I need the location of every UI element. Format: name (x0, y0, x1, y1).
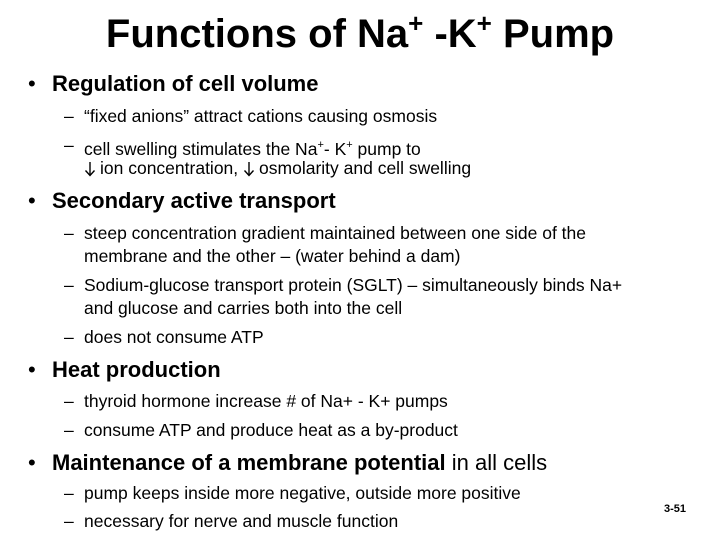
slide-number: 3-51 (664, 503, 687, 515)
sub-bullet-concentration-gradient: – steep concentration gradient maintained between one side of the (64, 223, 587, 243)
sub-bullet-sglt-cont: and glucose and carries both into the cell (84, 298, 403, 318)
slide-title: Functions of Na+ -K+ Pump (105, 8, 615, 56)
bullet-heading-membrane-potential: • Maintenance of a membrane potential in all cells (28, 450, 548, 475)
bullet-heading-heat-production: • Heat production (28, 357, 221, 382)
sub-bullet-concentration-gradient-cont: membrane and the other – (water behind a dam) (84, 246, 461, 266)
down-arrow-icon (243, 161, 255, 177)
sub-bullet-fixed-anions: – “fixed anions” attract cations causing osmosis (64, 106, 438, 126)
sub-bullet-cell-swelling: – cell swelling stimulates the Na+- K+ pump to (64, 135, 421, 159)
sub-bullet-cell-swelling-cont: ion concentration, osmolarity and cell swelling (84, 157, 471, 179)
bullet-heading-secondary-transport: • Secondary active transport (28, 188, 336, 213)
sub-bullet-thyroid: – thyroid hormone increase # of Na+ - K+ pumps (64, 391, 448, 411)
sub-bullet-nerve-muscle: – necessary for nerve and muscle function (64, 511, 399, 531)
sub-bullet-consume-atp: – consume ATP and produce heat as a by-product (64, 420, 458, 440)
sub-bullet-sglt: – Sodium-glucose transport protein (SGLT) – simultaneously binds Na+ (64, 275, 623, 295)
bullet-heading-regulation: • Regulation of cell volume (28, 71, 319, 96)
sub-bullet-no-atp: – does not consume ATP (64, 327, 264, 347)
sub-bullet-pump-keeps: – pump keeps inside more negative, outside more positive (64, 483, 521, 503)
down-arrow-icon (84, 161, 96, 177)
